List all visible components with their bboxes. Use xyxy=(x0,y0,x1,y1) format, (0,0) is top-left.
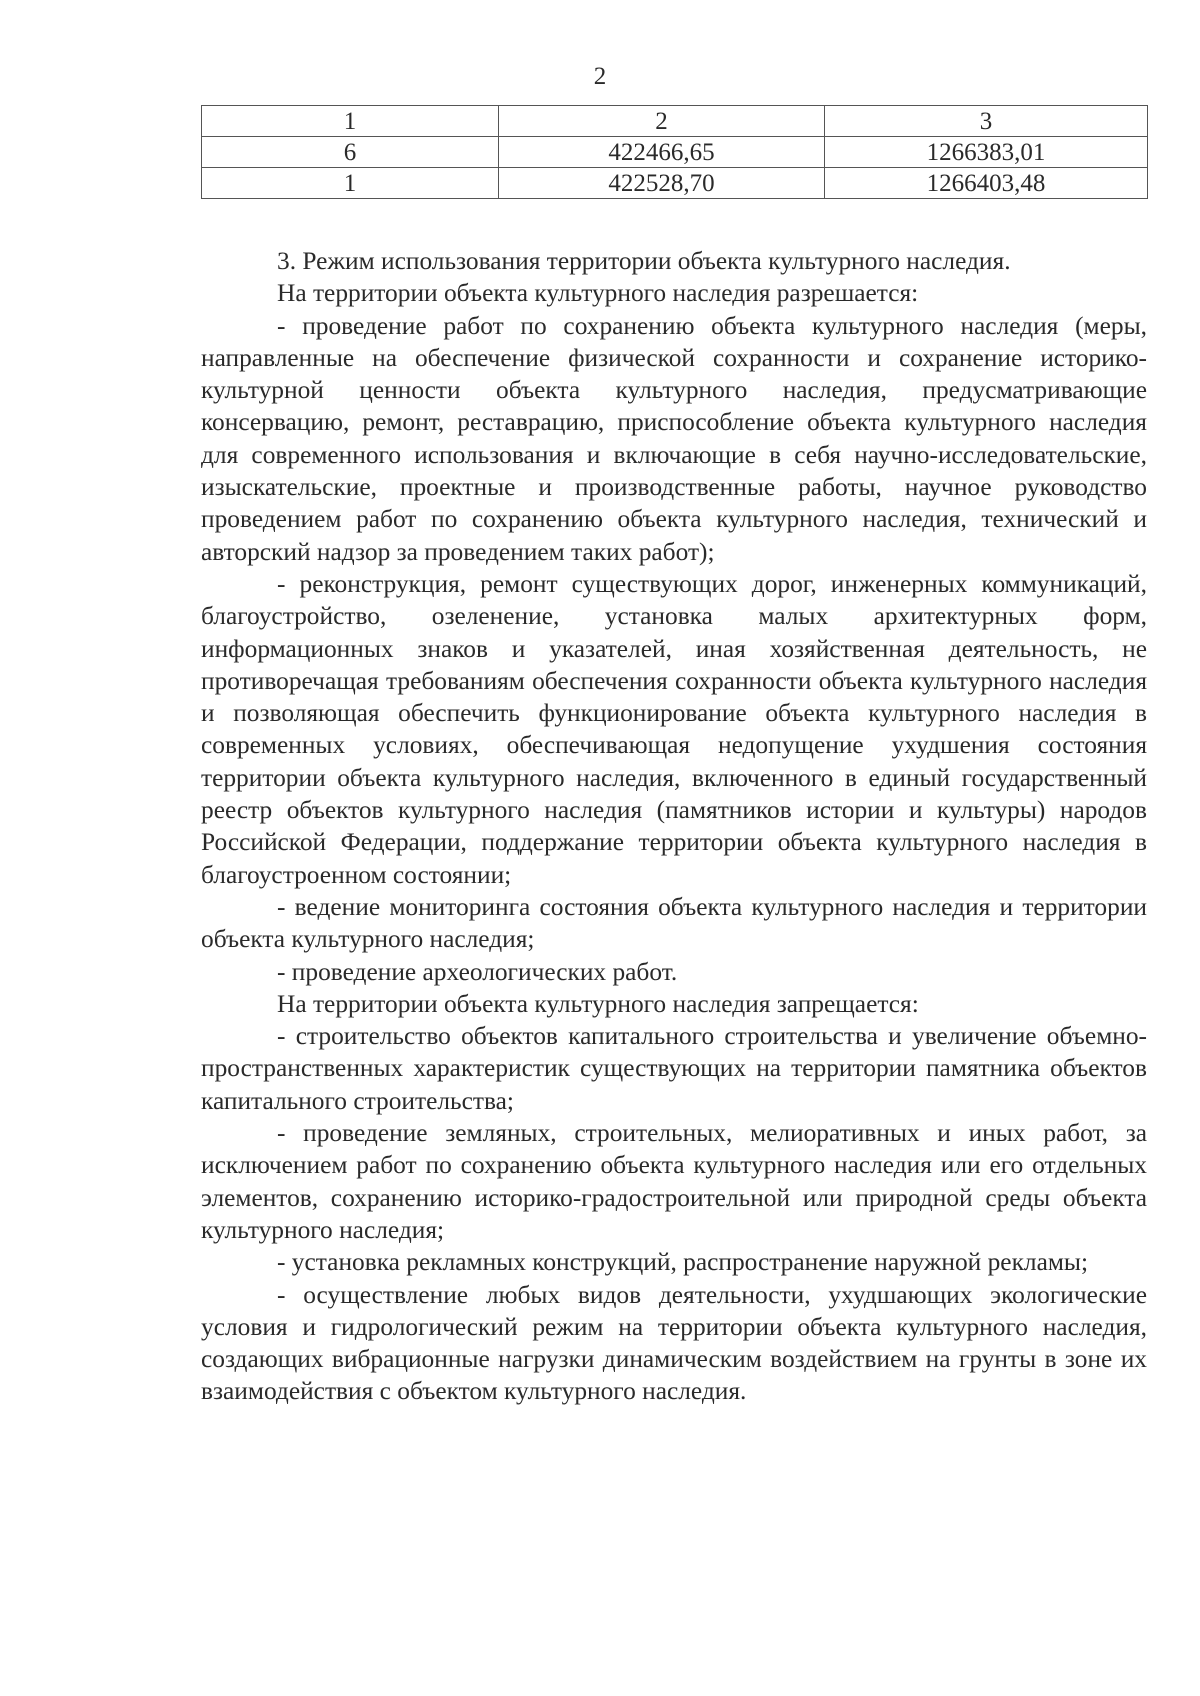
permitted-item: - проведение работ по сохранению объекта культурного наследия (меры, направленные на обеспечение физической сохранности и сохранение историко-культурной ценности объекта культурного наследия, предусматривающие консервацию, ремонт, реставрацию, приспособление объекта культурного наследия для современного использования и включающие в себя научно-исследовательские, изыскательские, проектные и производственные работы, научное руководство проведением работ по сохранению объекта культурного наследия, технический и авторский надзор за проведением таких работ); xyxy=(201,311,1147,566)
prohibited-intro: На территории объекта культурного наследия запрещается: xyxy=(277,989,919,1018)
permitted-intro: На территории объекта культурного наследия разрешается: xyxy=(277,279,919,308)
table-cell-x: 422466,65 xyxy=(499,137,825,168)
table-row xyxy=(202,168,1148,199)
coordinates-table xyxy=(201,105,1148,199)
permitted-item: - ведение мониторинга состояния объекта культурного наследия и территории объекта культурного наследия; xyxy=(201,892,1147,954)
table-header-cell: 3 xyxy=(825,106,1148,137)
table-cell-point: 6 xyxy=(202,137,499,168)
table-row xyxy=(202,137,1148,168)
table-cell-y: 1266403,48 xyxy=(825,168,1148,199)
table-cell-y: 1266383,01 xyxy=(825,137,1148,168)
table-header-cell: 1 xyxy=(202,106,499,137)
table-header-row xyxy=(202,106,1148,137)
table-cell-x: 422528,70 xyxy=(499,168,825,199)
table-cell-point: 1 xyxy=(202,168,499,199)
page-number: 2 xyxy=(593,63,607,90)
prohibited-item: - строительство объектов капитального строительства и увеличение объемно-пространственных характеристик существующих на территории памятника объектов капитального строительства; xyxy=(201,1022,1147,1115)
table-header-cell: 2 xyxy=(499,106,825,137)
permitted-item: - проведение археологических работ. xyxy=(277,957,678,986)
section-heading: 3. Режим использования территории объекта культурного наследия. xyxy=(277,247,1011,275)
prohibited-item: - осуществление любых видов деятельности, ухудшающих экологические условия и гидрологический режим на территории объекта культурного наследия, создающих вибрационные нагрузки динамическим воздействием на грунты в зоне их взаимодействия с объектом культурного наследия. xyxy=(201,1280,1147,1406)
prohibited-item: - установка рекламных конструкций, распространение наружной рекламы; xyxy=(277,1248,1089,1277)
document-body xyxy=(201,245,1147,1408)
prohibited-item: - проведение земляных, строительных, мелиоративных и иных работ, за исключением работ по сохранению объекта культурного наследия или его отдельных элементов, сохранению историко-градостроительной или природной среды объекта культурного наследия; xyxy=(201,1119,1147,1244)
permitted-item: - реконструкция, ремонт существующих дорог, инженерных коммуникаций, благоустройство, озеленение, установка малых архитектурных форм, информационных знаков и указателей, иная хозяйственная деятельность, не противоречащая требованиям обеспечения сохранности объекта культурного наследия и позволяющая обеспечить функционирование объекта культурного наследия в современных условиях, обеспечивающая недопущение ухудшения состояния территории объекта культурного наследия, включенного в единый государственный реестр объектов культурного наследия (памятников истории и культуры) народов Российской Федерации, поддержание территории объекта культурного наследия в благоустроенном состоянии; xyxy=(201,569,1147,889)
